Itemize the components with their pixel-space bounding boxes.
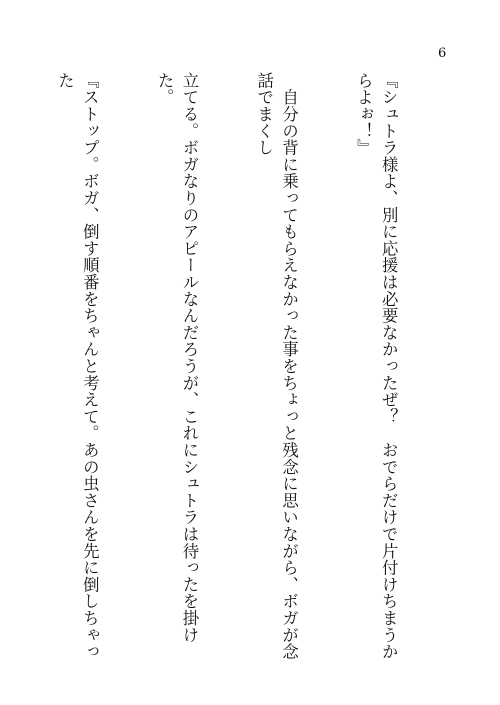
text-line: 『シュトラ様よ、別に応援は必要なかったぜ？ おでらだけで片付けちまうからよぉ！』 (354, 72, 399, 660)
text-line: 『ストップ。ボガ、倒す順番をちゃんと考えて。あの虫さんを先に倒しちゃった (55, 72, 100, 660)
vertical-text-body (45, 72, 450, 672)
text-line: 自分の背に乗ってもらえなかった事をちょっと残念に思いながら、ボガが念話でまくし (254, 72, 299, 660)
text-line: 立てる。ボガなりのアピールなんだろうが、これにシュトラは待ったを掛けた。 (155, 72, 199, 644)
page-number: 6 (438, 46, 447, 61)
